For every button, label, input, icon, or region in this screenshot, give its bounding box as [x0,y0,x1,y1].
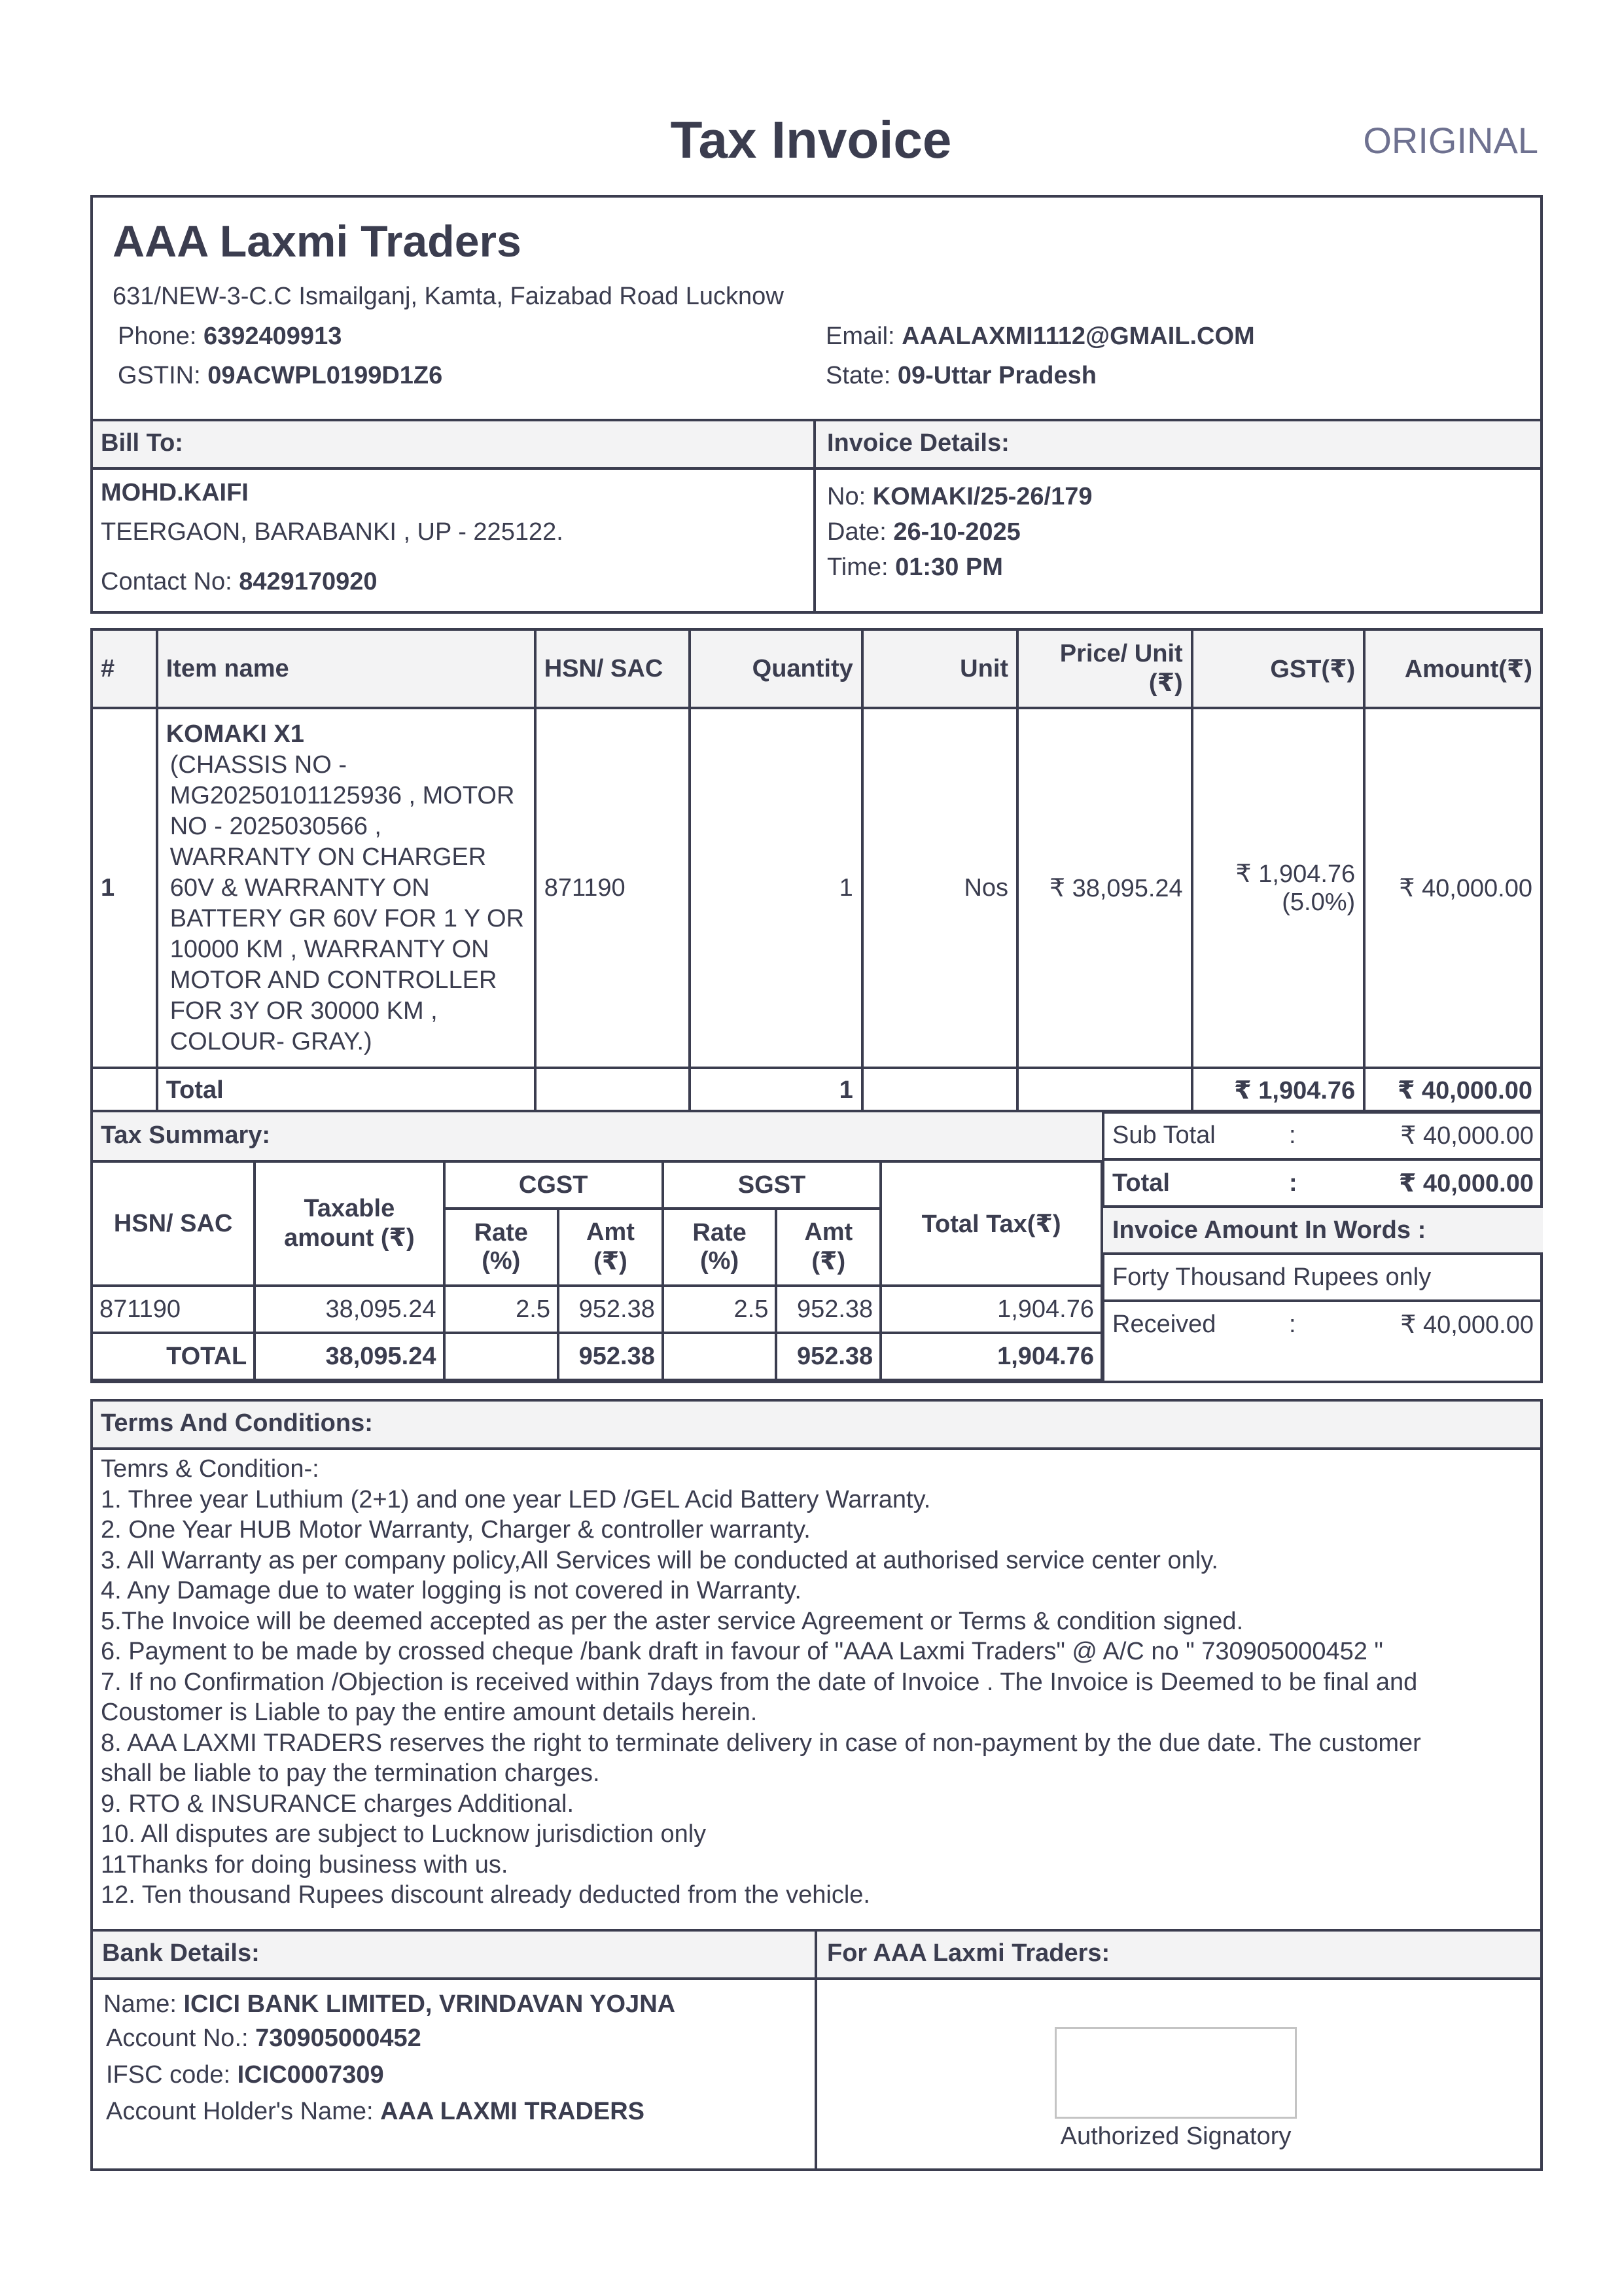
phone-label: Phone: [118,323,203,350]
divider [815,1929,817,2171]
terms-line: 4. Any Damage due to water logging is not covered in Warranty. [101,1577,802,1604]
divider [90,467,1543,470]
terms-line: shall be liable to pay the termination charges. [101,1759,600,1787]
table-row [92,708,1542,1068]
item-gst-cell [1192,708,1365,1068]
item-quantity: 1 [690,708,862,1068]
bill-header-bg [93,421,1540,467]
terms-line: Coustomer is Liable to pay the entire amount details herein. [101,1699,758,1726]
items-total-amount: ₹ 40,000.00 [1364,1068,1542,1112]
terms-line: 12. Ten thousand Rupees discount already deducted from the vehicle. [101,1881,870,1909]
invoice-no-label: No: [827,483,873,510]
contact-value: 8429170920 [239,568,378,595]
tax-header-row-1 [92,1161,1102,1209]
tax-cgst-rate: 2.5 [444,1286,558,1333]
terms-line: 8. AAA LAXMI TRADERS reserves the right to terminate delivery in case of non-payment by the due date. The customer [101,1729,1421,1757]
terms-line: 5.The Invoice will be deemed accepted as per the aster service Agreement or Terms & condition signed. [101,1607,1244,1635]
bank-name [103,1990,675,2019]
invoice-date-value: 26-10-2025 [893,518,1021,546]
terms-list [101,1454,1534,1911]
subtotal-colon: : [1289,1121,1296,1149]
bank-account-label: Account No.: [106,2024,256,2052]
terms-heading: Terms And Conditions: [101,1409,373,1437]
invoice-details-heading: Invoice Details: [827,429,1010,457]
invoice-date-label: Date: [827,518,894,546]
divider [813,419,816,614]
subtotal-row [1103,1112,1543,1158]
tax-summary-heading: Tax Summary: [101,1122,271,1149]
tax-total-label: TOTAL [92,1333,255,1380]
received-label: Received [1112,1310,1216,1338]
customer-name: MOHD.KAIFI [101,479,249,506]
email-label: Email: [826,323,902,350]
tax-taxable: 38,095.24 [255,1286,444,1333]
col-index: # [92,629,157,708]
bank-holder-label: Account Holder's Name: [106,2098,381,2125]
bill-to-heading: Bill To: [101,429,183,457]
tax-total-row [92,1333,1102,1380]
total-row [1103,1161,1543,1205]
col-item-name: Item name [157,629,535,708]
customer-address: TEERGAON, BARABANKI , UP - 225122. [101,518,563,546]
tax-total-total: 1,904.76 [881,1333,1102,1380]
bank-holder-value: AAA LAXMI TRADERS [380,2098,645,2125]
bank-ifsc-label: IFSC code: [106,2061,238,2089]
signature-box [1055,2027,1297,2119]
received-value: ₹ 40,000.00 [1400,1311,1534,1339]
tax-col-sgst: SGST [663,1161,881,1209]
company-gstin [118,362,442,390]
bank-account [106,2024,421,2053]
terms-line: Temrs & Condition-: [101,1455,319,1483]
col-quantity: Quantity [690,629,862,708]
terms-line: 7. If no Confirmation /Objection is received within 7days from the date of Invoice . The Invoice is Deemed to be final and [101,1668,1418,1696]
signature-heading: For AAA Laxmi Traders: [827,1939,1110,1967]
company-state [826,362,1097,390]
tax-summary-table [90,1160,1103,1381]
company-email [826,323,1255,351]
items-total-gst: ₹ 1,904.76 [1192,1068,1365,1112]
col-gst: GST(₹) [1192,629,1365,708]
terms-line: 1. Three year Luthium (2+1) and one year LED /GEL Acid Battery Warranty. [101,1485,931,1513]
items-total-label: Total [157,1068,535,1112]
invoice-time-value: 01:30 PM [895,554,1003,581]
invoice-no-value: KOMAKI/25-26/179 [872,483,1093,510]
tax-total-cgst-amt: 952.38 [558,1333,663,1380]
terms-line: 2. One Year HUB Motor Warranty, Charger & controller warranty. [101,1516,811,1544]
tax-col-hsn: HSN/ SAC [92,1161,255,1286]
tax-col-total: Total Tax(₹) [881,1161,1102,1286]
col-hsn: HSN/ SAC [535,629,690,708]
items-table [90,628,1543,1114]
bank-ifsc-value: ICIC0007309 [237,2061,384,2089]
item-unit: Nos [862,708,1017,1068]
total-colon: : [1289,1169,1297,1197]
terms-line: 10. All disputes are subject to Lucknow jurisdiction only [101,1820,707,1848]
contact-label: Contact No: [101,568,239,595]
amount-words-heading: Invoice Amount In Words : [1112,1216,1426,1244]
tax-col-sgst-amt: Amt (₹) [776,1209,881,1286]
item-price-unit: ₹ 38,095.24 [1017,708,1192,1068]
item-gst-rate: (5.0%) [1282,889,1356,916]
tax-col-taxable: Taxable amount (₹) [255,1161,444,1286]
item-amount: ₹ 40,000.00 [1364,708,1542,1068]
tax-cgst-amt: 952.38 [558,1286,663,1333]
tax-sgst-amt: 952.38 [776,1286,881,1333]
col-amount: Amount(₹) [1364,629,1542,708]
state-label: State: [826,362,898,389]
item-description: (CHASSIS NO - MG20250101125936 , MOTOR NO - 2025030566 , WARRANTY ON CHARGER 60V & WARRANTY ON BATTERY GR 60V FOR 1 Y OR 10000 KM , WARRANTY ON MOTOR AND CONTROLLER FOR 3Y OR 30000 KM , COLOUR- GRAY.) [169,751,525,1055]
terms-line: 9. RTO & INSURANCE charges Additional. [101,1790,574,1818]
items-total-quantity: 1 [690,1068,862,1112]
col-price-unit: Price/ Unit (₹) [1017,629,1192,708]
terms-line: 3. All Warranty as per company policy,All Services will be conducted at authorised service center only. [101,1546,1218,1574]
total-price-empty [1017,1068,1192,1112]
email-value: AAALAXMI1112@GMAIL.COM [902,323,1255,350]
table-row [92,1286,1102,1333]
amount-words-row [1103,1255,1543,1299]
total-value: ₹ 40,000.00 [1398,1169,1534,1197]
received-colon: : [1289,1310,1296,1338]
received-row [1103,1302,1543,1347]
copy-label: ORIGINAL [1363,120,1538,161]
tax-hsn: 871190 [92,1286,255,1333]
bank-heading: Bank Details: [102,1939,260,1967]
col-unit: Unit [862,629,1017,708]
bank-holder [106,2098,644,2126]
page-title: Tax Invoice [670,111,952,169]
tax-col-cgst: CGST [444,1161,663,1209]
invoice-time-label: Time: [827,554,896,581]
tax-total: 1,904.76 [881,1286,1102,1333]
invoice-number [827,483,1093,511]
tax-col-cgst-rate: Rate (%) [444,1209,558,1286]
gstin-label: GSTIN: [118,362,208,389]
company-address: 631/NEW-3-C.C Ismailganj, Kamta, Faizabad Road Lucknow [113,283,784,310]
company-name: AAA Laxmi Traders [113,217,521,266]
amount-words: Forty Thousand Rupees only [1112,1263,1432,1291]
item-name-cell [157,708,535,1068]
subtotal-value: ₹ 40,000.00 [1400,1122,1534,1150]
bank-ifsc [106,2061,384,2089]
amount-words-heading-row [1103,1208,1543,1252]
bank-name-label: Name: [103,1990,184,2018]
total-index-empty [92,1068,157,1112]
items-header-row [92,629,1542,708]
item-name: KOMAKI X1 [166,720,304,748]
tax-total-sgst-amt: 952.38 [776,1333,881,1380]
invoice-time [827,554,1003,582]
subtotal-label: Sub Total [1112,1121,1216,1149]
divider [90,1447,1543,1450]
total-label: Total [1112,1169,1170,1197]
tax-col-sgst-rate: Rate (%) [663,1209,777,1286]
tax-total-taxable: 38,095.24 [255,1333,444,1380]
invoice-date [827,518,1021,546]
item-gst-amount: ₹ 1,904.76 [1235,860,1356,888]
company-phone [118,323,342,351]
total-hsn-empty [535,1068,690,1112]
bank-name-value: ICICI BANK LIMITED, VRINDAVAN YOJNA [183,1990,676,2018]
terms-line: 6. Payment to be made by crossed cheque /bank draft in favour of "AAA Laxmi Traders" @ A/C no " 730905000452 " [101,1638,1383,1665]
customer-contact [101,568,378,596]
bank-account-value: 730905000452 [255,2024,421,2052]
tax-total-cgst-rate-empty [444,1333,558,1380]
authorized-signatory-label: Authorized Signatory [1060,2123,1292,2150]
tax-col-cgst-amt: Amt (₹) [558,1209,663,1286]
gstin-value: 09ACWPL0199D1Z6 [207,362,443,389]
state-value: 09-Uttar Pradesh [897,362,1097,389]
item-index: 1 [92,708,157,1068]
total-unit-empty [862,1068,1017,1112]
phone-value: 6392409913 [203,323,342,350]
tax-sgst-rate: 2.5 [663,1286,777,1333]
tax-total-sgst-rate-empty [663,1333,777,1380]
items-total-row [92,1068,1542,1112]
item-hsn: 871190 [535,708,690,1068]
terms-line: 11Thanks for doing business with us. [101,1850,508,1879]
